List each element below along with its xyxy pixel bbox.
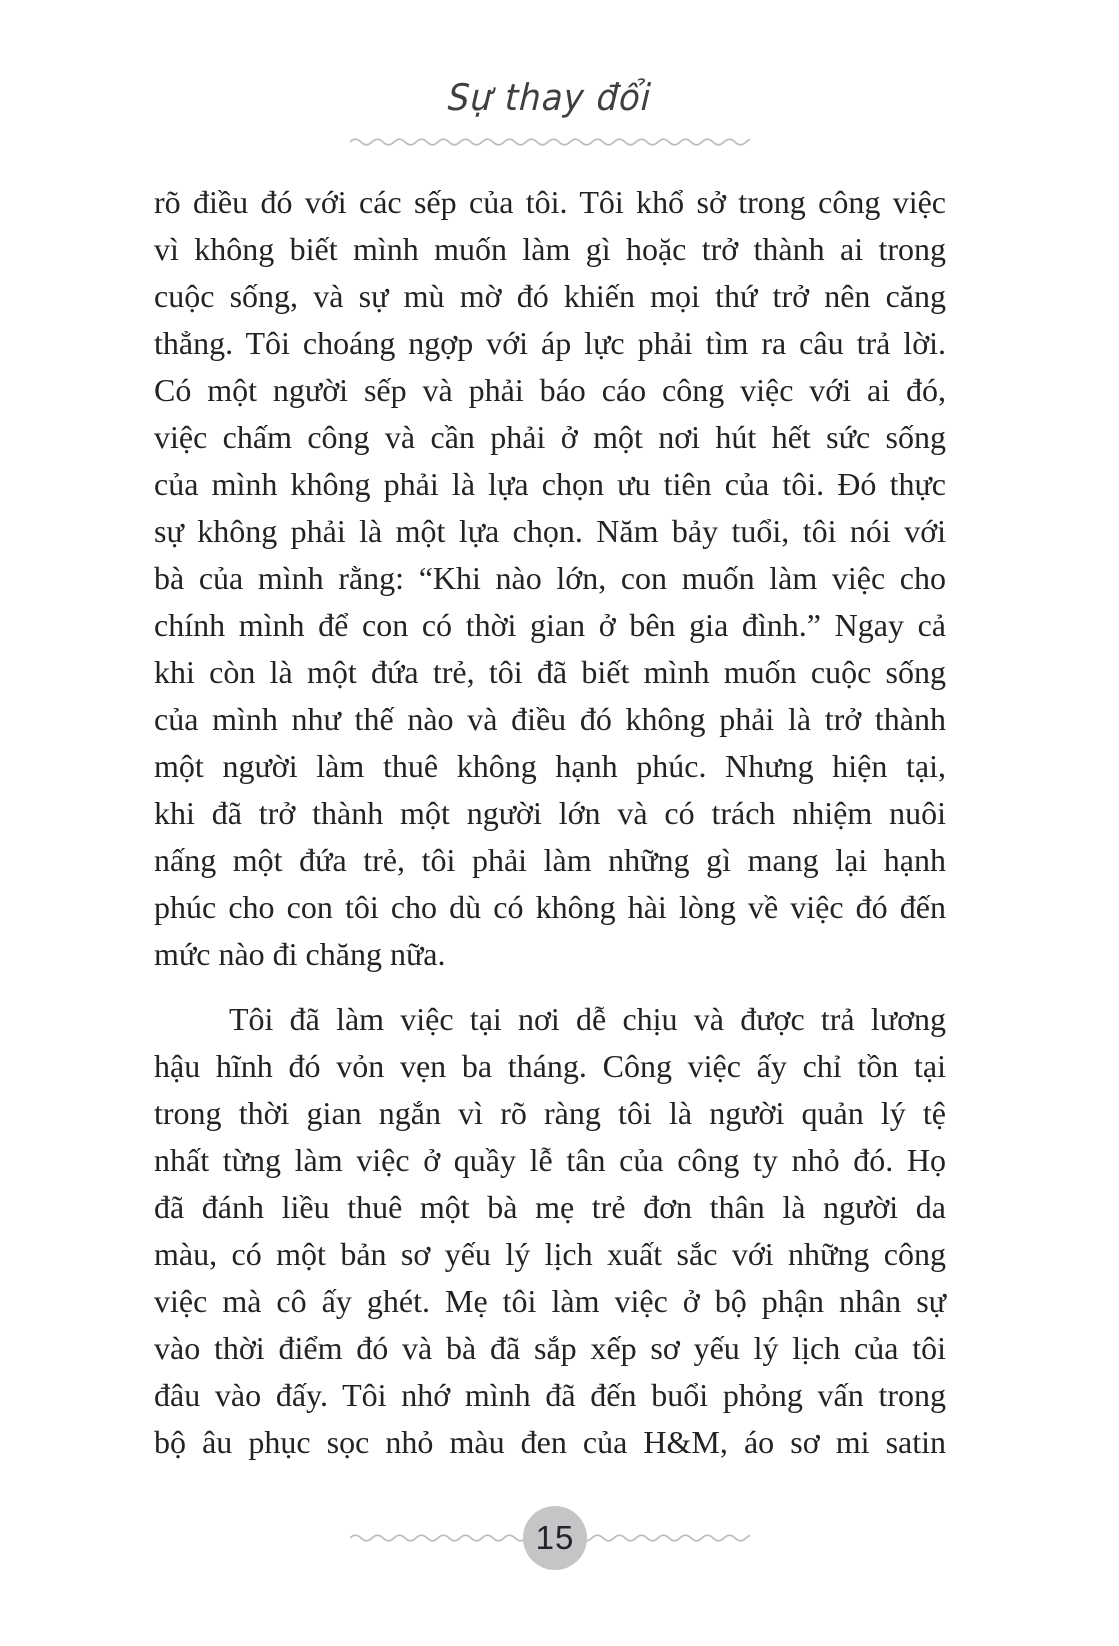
text-line: bà của mình rằng: “Khi nào lớn, con muốn làm việc cho [154,560,946,596]
wavy-line-icon [350,137,750,147]
text-line: phúc cho con tôi cho dù có không hài lòng về việc đó đến [154,889,946,925]
text-line: rõ điều đó với các sếp của tôi. Tôi khổ sở trong công việc [154,184,946,220]
page-number-badge [523,1506,587,1570]
text-line: đã đánh liều thuê một bà mẹ trẻ đơn thân là người da [154,1189,946,1225]
text-line: nhất từng làm việc ở quầy lễ tân của công ty nhỏ đó. Họ [154,1142,946,1178]
text-line: Tôi đã làm việc tại nơi dễ chịu và được trả lương [229,1001,946,1037]
text-line: khi còn là một đứa trẻ, tôi đã biết mình muốn cuộc sống [154,654,946,690]
text-line: đâu vào đấy. Tôi nhớ mình đã đến buổi phỏng vấn trong [154,1377,946,1413]
text-line: của mình không phải là lựa chọn ưu tiên của tôi. Đó thực [154,466,946,502]
chapter-title: Sự thay đổi [447,76,653,120]
paragraph [154,179,946,978]
text-line: của mình như thế nào và điều đó không phải là trở thành [154,701,946,737]
body-text [154,179,946,1466]
text-line: khi đã trở thành một người lớn và có trách nhiệm nuôi [154,795,946,831]
text-line: một người làm thuê không hạnh phúc. Nhưng hiện tại, [154,748,946,784]
text-line: sự không phải là một lựa chọn. Năm bảy tuổi, tôi nói với [154,513,946,549]
text-line: thẳng. Tôi choáng ngợp với áp lực phải tìm ra câu trả lời. [154,325,946,361]
text-line: vì không biết mình muốn làm gì hoặc trở thành ai trong [154,231,946,267]
text-line: việc chấm công và cần phải ở một nơi hút hết sức sống [154,419,946,455]
text-line: hậu hĩnh đó vỏn vẹn ba tháng. Công việc ấy chỉ tồn tại [154,1048,946,1084]
text-line: màu, có một bản sơ yếu lý lịch xuất sắc với những công [154,1236,946,1272]
text-line: việc mà cô ấy ghét. Mẹ tôi làm việc ở bộ phận nhân sự [154,1283,946,1319]
text-line: cuộc sống, và sự mù mờ đó khiến mọi thứ trở nên căng [154,278,946,314]
text-line: nấng một đứa trẻ, tôi phải làm những gì mang lại hạnh [154,842,946,878]
wavy-divider-top [350,137,750,147]
text-line: mức nào đi chăng nữa. [154,936,446,972]
chapter-header [154,78,946,118]
text-line: vào thời điểm đó và bà đã sắp xếp sơ yếu lý lịch của tôi [154,1330,946,1366]
page-number: 15 [535,1519,575,1556]
text-line: bộ âu phục sọc nhỏ màu đen của H&M, áo sơ mi satin [154,1424,946,1460]
text-line: trong thời gian ngắn vì rõ ràng tôi là người quản lý tệ [154,1095,946,1131]
paragraph [154,996,946,1466]
text-line: chính mình để con có thời gian ở bên gia đình.” Ngay cả [154,607,946,643]
text-line: Có một người sếp và phải báo cáo công việc với ai đó, [154,372,946,408]
